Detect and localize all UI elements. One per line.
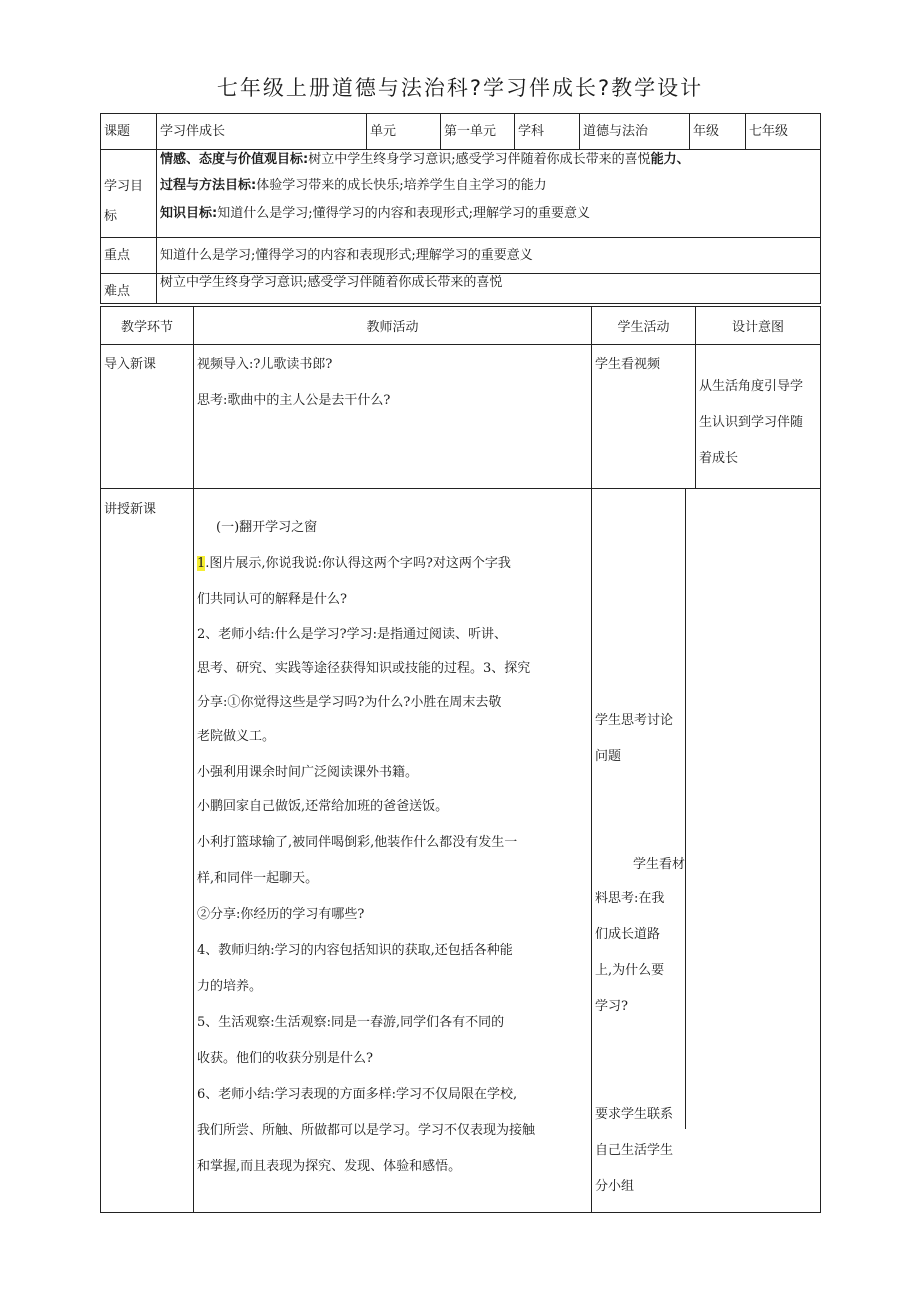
teacher-line: 小鹏回家自己做饭,还常给加班的爸爸送饭。 (197, 799, 449, 814)
course-label: 课题 (101, 114, 157, 150)
teacher-line: 分享:①你觉得这些是学习吗?为什么?小胜在周末去敬 (197, 695, 502, 710)
intro-intent-line: 从生活角度引导学 (699, 379, 804, 394)
knowledge-goal-title: 知识目标: (160, 206, 218, 221)
lecture-stage: 讲授新课 (101, 489, 194, 1213)
key-point-text: 知道什么是学习;懂得学习的内容和表现形式;理解学习的重要意义 (157, 238, 821, 274)
lecture-student (592, 489, 696, 1213)
lecture-teacher (194, 489, 592, 1213)
grade-value: 七年级 (746, 114, 821, 150)
header-teacher: 教师活动 (194, 307, 592, 345)
intro-stage: 导入新课 (101, 345, 194, 489)
info-row-goals (101, 150, 821, 238)
unit-label: 单元 (367, 114, 441, 150)
info-table (100, 113, 821, 304)
header-stage: 教学环节 (101, 307, 194, 345)
intro-student: 学生看视频 (592, 345, 696, 489)
student-line: 要求学生联系 (595, 1107, 674, 1122)
column-divider (685, 489, 686, 1129)
student-line: 自己生活学生 (595, 1143, 674, 1158)
lecture-intent (696, 489, 821, 1213)
info-row-difficulty (101, 274, 821, 304)
teacher-line: 样,和同伴一起聊天。 (197, 871, 319, 886)
grade-label: 年级 (690, 114, 746, 150)
teacher-line: 老院做义工。 (197, 729, 276, 744)
info-row-basic (101, 114, 821, 150)
student-line: 问题 (595, 749, 622, 764)
student-line: 料思考:在我 (595, 891, 665, 906)
intro-teacher (194, 345, 592, 489)
teacher-line: 小强利用课余时间广泛阅读课外书籍。 (197, 765, 419, 780)
lecture-row (101, 489, 821, 1213)
key-point-label: 重点 (101, 238, 157, 274)
lesson-table (100, 306, 821, 1213)
student-line: 学生看材 (633, 857, 686, 872)
teacher-line: 和掌握,而且表现为探究、发现、体验和感悟。 (197, 1159, 462, 1174)
teacher-line: 1.图片展示,你说我说:你认得这两个字吗?对这两个字我 (197, 556, 511, 571)
info-row-key-point (101, 238, 821, 274)
student-line: 学习? (595, 999, 628, 1014)
student-line: 分小组 (595, 1179, 635, 1194)
intro-row (101, 345, 821, 489)
ability-goal-title-b: 过程与方法目标: (160, 178, 257, 193)
teacher-line: 力的培养。 (197, 979, 263, 994)
ability-goal-text: 体验学习带来的成长快乐;培养学生自主学习的能力 (256, 178, 547, 193)
header-student: 学生活动 (592, 307, 696, 345)
intro-intent-line: 着成长 (699, 451, 739, 466)
subject-label: 学科 (515, 114, 580, 150)
ability-goal-title-a: 能力、 (650, 152, 690, 167)
emotion-goal-text: 树立中学生终身学习意识;感受学习伴随着你成长带来的喜悦 (308, 152, 651, 167)
subject-value: 道德与法治 (580, 114, 690, 150)
teacher-line: 们共同认可的解释是什么? (197, 592, 347, 607)
teacher-line: 收获。他们的收获分别是什么? (197, 1051, 373, 1066)
lesson-header-row (101, 307, 821, 345)
emotion-goal-title: 情感、态度与价值观目标: (160, 152, 309, 167)
teacher-line: ②分享:你经历的学习有哪些? (197, 907, 365, 922)
teacher-line: 4、教师归纳:学习的内容包括知识的获取,还包括各种能 (197, 943, 513, 958)
teacher-line: 5、生活观察:生活观察:同是一春游,同学们各有不同的 (197, 1015, 505, 1030)
student-line: 上,为什么要 (595, 963, 665, 978)
student-line: 学生思考讨论 (595, 713, 674, 728)
difficulty-text: 树立中学生终身学习意识;感受学习伴随着你成长带来的喜悦 (157, 274, 821, 304)
intro-intent-line: 生认识到学习伴随 (699, 415, 804, 430)
highlighted-number: 1 (197, 556, 206, 571)
goals-label: 学习目 标 (101, 150, 157, 238)
intro-teacher-line: 视频导入:?儿歌读书郎? (197, 357, 333, 372)
teacher-line: 6、老师小结:学习表现的方面多样:学习不仅局限在学校, (197, 1087, 518, 1102)
goals-content (157, 150, 821, 238)
document-title: 七年级上册道德与法治科?学习伴成长?教学设计 (216, 76, 704, 100)
intro-teacher-line: 思考:歌曲中的主人公是去干什么? (197, 393, 391, 408)
teacher-line: 2、老师小结:什么是学习?学习:是指通过阅读、听讲、 (197, 627, 508, 642)
teacher-line: 思考、研究、实践等途径获得知识或技能的过程。3、探究 (197, 661, 531, 676)
intro-intent (696, 345, 821, 489)
student-line: 们成长道路 (595, 927, 661, 942)
difficulty-label: 难点 (101, 274, 157, 304)
section-title: (一)翻开学习之窗 (216, 520, 318, 535)
header-intent: 设计意图 (696, 307, 821, 345)
course-value: 学习伴成长 (157, 114, 367, 150)
unit-value: 第一单元 (441, 114, 515, 150)
knowledge-goal-text: 知道什么是学习;懂得学习的内容和表现形式;理解学习的重要意义 (217, 206, 590, 221)
teacher-line: 小利打篮球输了,被同伴喝倒彩,他装作什么都没有发生一 (197, 835, 518, 850)
teacher-line: 我们所尝、所触、所做都可以是学习。学习不仅表现为接触 (197, 1123, 536, 1138)
